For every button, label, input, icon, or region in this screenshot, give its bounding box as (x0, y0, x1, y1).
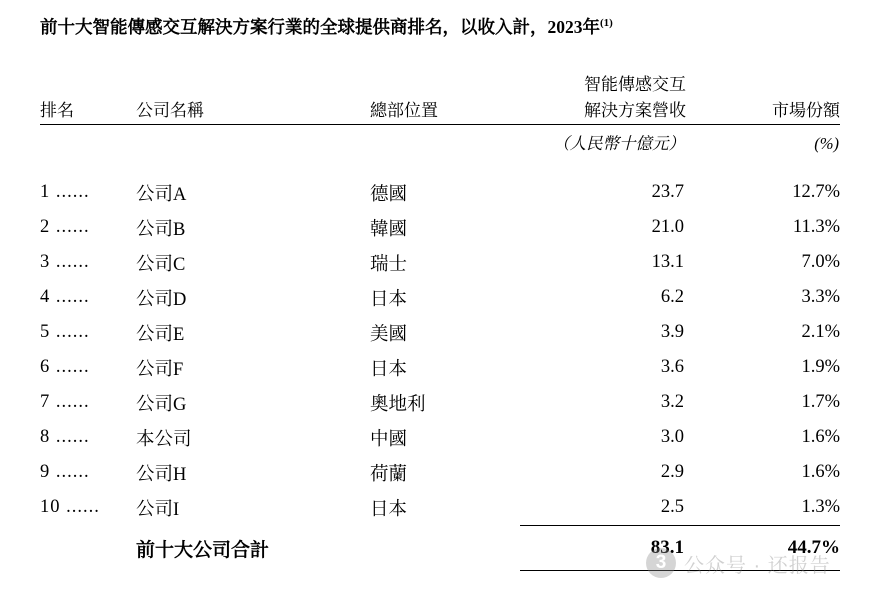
cell-revenue: 21.0 (651, 217, 684, 237)
cell-rank (40, 385, 136, 420)
header-unit-share (686, 125, 840, 157)
cell-rank (40, 490, 136, 525)
table-row (40, 175, 840, 210)
cell-hq: 瑞士 (370, 254, 408, 275)
total-share: 44.7% (787, 537, 840, 558)
cell-company: 公司A (136, 184, 187, 205)
cell-company: 公司I (136, 499, 180, 520)
rank-value: 2 (40, 217, 51, 237)
cell-rank (40, 210, 136, 245)
cell-revenue: 3.6 (660, 357, 684, 377)
total-label: 前十大公司合計 (136, 539, 270, 561)
rank-dots: ...... (55, 217, 90, 237)
total-rank-empty (40, 526, 136, 570)
cell-company: 公司D (136, 289, 187, 310)
cell-company: 公司C (136, 254, 186, 275)
column-header-hq-label: 總部位置 (370, 101, 438, 120)
rank-dots: ...... (55, 322, 90, 342)
table-body (40, 175, 840, 571)
cell-rank (40, 315, 136, 350)
bottom-rule-rank-gap (40, 570, 136, 571)
cell-share: 7.0% (801, 252, 840, 272)
column-header-hq (370, 72, 520, 124)
cell-rank (40, 280, 136, 315)
table-row (40, 350, 840, 385)
rank-dots: ...... (55, 392, 90, 412)
cell-hq: 中國 (370, 429, 408, 450)
rank-value: 4 (40, 287, 51, 307)
rank-dots: ...... (55, 427, 90, 447)
table-row (40, 455, 840, 490)
table-row (40, 490, 840, 525)
header-unit-rank-empty (40, 125, 136, 157)
cell-hq: 美國 (370, 324, 408, 345)
cell-share: 1.6% (801, 427, 840, 447)
column-header-share (686, 72, 840, 124)
header-unit-row (40, 125, 840, 157)
table-header (40, 72, 840, 175)
column-header-rank-label: 排名 (40, 101, 74, 120)
total-bottom-rule-row (40, 570, 840, 571)
cell-hq: 荷蘭 (370, 464, 408, 485)
table-row (40, 210, 840, 245)
bottom-rule-hq-gap (370, 570, 520, 571)
cell-revenue: 3.9 (660, 322, 684, 342)
rank-value: 6 (40, 357, 51, 377)
rank-value: 1 (40, 182, 51, 202)
header-unit-revenue-label: （人民幣十億元） (553, 134, 685, 153)
column-header-revenue (520, 72, 686, 124)
cell-hq: 奧地利 (370, 394, 426, 415)
header-spacer-row (40, 157, 840, 175)
cell-revenue: 3.0 (660, 427, 684, 447)
cell-company: 公司B (136, 219, 186, 240)
rank-dots: ...... (66, 497, 100, 517)
header-unit-company-empty (136, 125, 370, 157)
cell-company: 本公司 (136, 429, 192, 450)
bottom-rule-company-gap (136, 570, 370, 571)
column-header-share-label: 市場份額 (772, 101, 840, 120)
page-title (40, 14, 613, 39)
cell-company: 公司H (136, 464, 187, 485)
cell-revenue: 3.2 (660, 392, 684, 412)
total-hq-empty (370, 526, 520, 570)
header-spacer-cell-2 (136, 157, 370, 175)
rank-value: 7 (40, 392, 51, 412)
cell-revenue: 13.1 (651, 252, 684, 272)
table-row (40, 245, 840, 280)
cell-share: 3.3% (801, 287, 840, 307)
rank-value: 5 (40, 322, 51, 342)
table-row (40, 420, 840, 455)
bottom-rule-revenue (520, 570, 686, 571)
rank-dots: ...... (55, 252, 90, 272)
cell-share: 2.1% (801, 322, 840, 342)
rank-value: 9 (40, 462, 51, 482)
cell-rank (40, 420, 136, 455)
column-header-revenue-line2: 解決方案營收 (584, 101, 686, 120)
cell-company: 公司E (136, 324, 185, 345)
cell-share: 1.3% (801, 497, 840, 517)
rank-dots: ...... (55, 182, 90, 202)
rank-value: 3 (40, 252, 51, 272)
total-revenue: 83.1 (650, 537, 684, 558)
header-unit-revenue (520, 125, 686, 157)
cell-share: 1.7% (801, 392, 840, 412)
cell-share: 1.9% (801, 357, 840, 377)
table-row (40, 315, 840, 350)
header-spacer-cell-5 (686, 157, 840, 175)
rank-value: 10 (40, 497, 61, 517)
header-spacer-cell-3 (370, 157, 520, 175)
watermark-text: 公众号 · 还报告 (684, 554, 831, 577)
header-spacer-cell-1 (40, 157, 136, 175)
bottom-rule-share (686, 570, 840, 571)
cell-hq: 德國 (370, 184, 408, 205)
ranking-table (40, 72, 840, 571)
cell-share: 1.6% (801, 462, 840, 482)
table-header-row (40, 72, 840, 124)
rank-dots: ...... (55, 357, 90, 377)
column-header-revenue-line1: 智能傳感交互 (584, 75, 686, 94)
cell-revenue: 2.5 (660, 497, 684, 517)
cell-rank (40, 350, 136, 385)
header-unit-hq-empty (370, 125, 520, 157)
cell-revenue: 23.7 (651, 182, 684, 202)
rank-dots: ...... (55, 462, 90, 482)
watermark-badge: 3 (646, 548, 676, 578)
cell-rank (40, 455, 136, 490)
header-spacer-cell-4 (520, 157, 686, 175)
cell-hq: 日本 (370, 289, 408, 310)
cell-rank (40, 175, 136, 210)
cell-company: 公司F (136, 359, 184, 380)
column-header-rank (40, 72, 136, 124)
table-row (40, 385, 840, 420)
cell-hq: 韓國 (370, 219, 408, 240)
cell-revenue: 6.2 (660, 287, 684, 307)
table-row (40, 280, 840, 315)
cell-hq: 日本 (370, 499, 408, 520)
rank-dots: ...... (55, 287, 90, 307)
page-title-text: 前十大智能傳感交互解決方案行業的全球提供商排名，以收入計，2023年 (40, 17, 600, 37)
total-row (40, 526, 840, 570)
cell-hq: 日本 (370, 359, 408, 380)
column-header-company-label: 公司名稱 (136, 101, 204, 120)
rank-value: 8 (40, 427, 51, 447)
cell-revenue: 2.9 (660, 462, 684, 482)
column-header-company (136, 72, 370, 124)
cell-share: 11.3% (792, 217, 840, 237)
cell-rank (40, 245, 136, 280)
cell-share: 12.7% (792, 182, 840, 202)
cell-company: 公司G (136, 394, 187, 415)
header-unit-share-label: (%) (814, 134, 839, 153)
page-title-footnote-marker: (1) (600, 17, 613, 30)
